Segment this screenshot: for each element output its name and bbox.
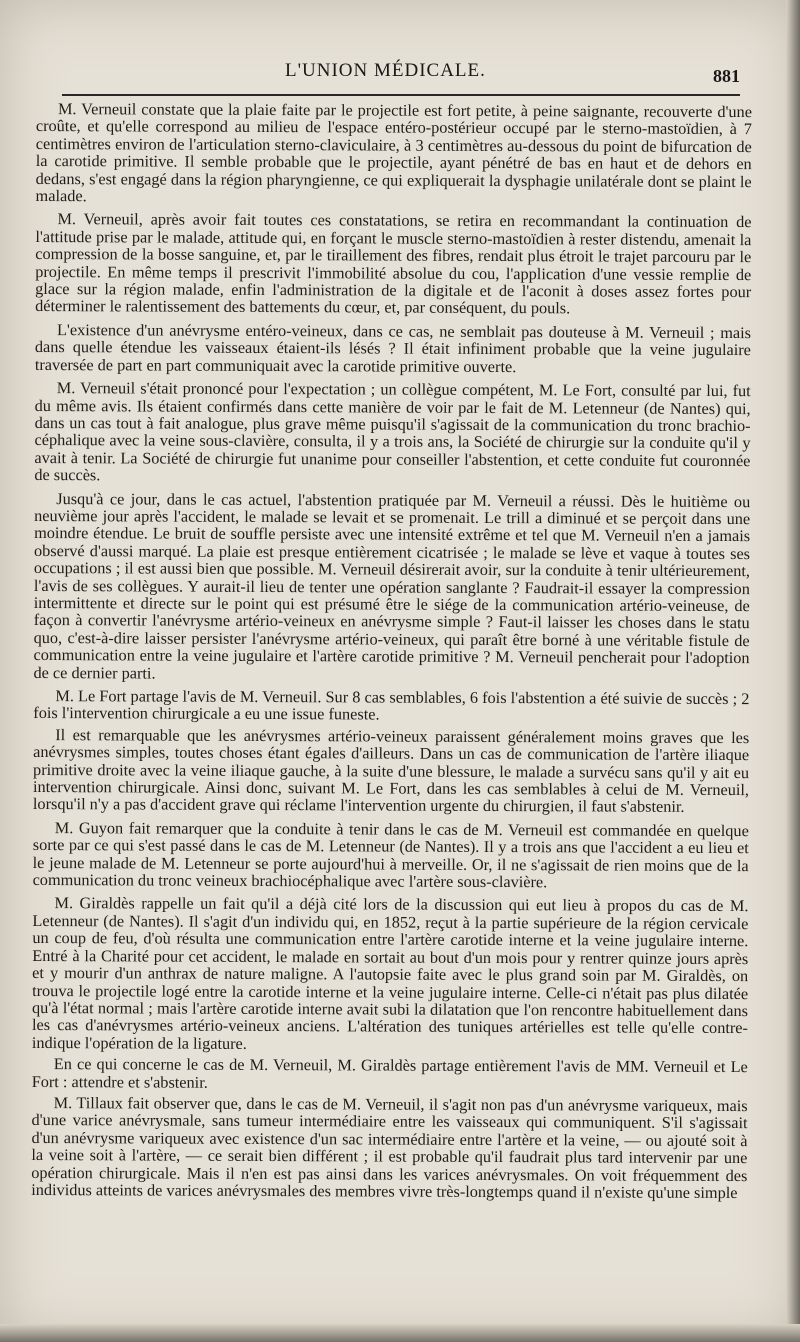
paragraph: L'existence d'un anévrysme entéro-veineux, dans ce cas, ne semblait pas douteuse à M. Verneuil ; mais dans quelle étendue les vaisseaux étaient-ils lésés ? Il était infiniment probable que la veine jugulaire traversée de part en part communiquait avec la carotide primitive ouverte. xyxy=(34,319,752,376)
paragraph: M. Verneuil constate que la plaie faite par le projectile est fort petite, à peine saignante, recouverte d'une croûte, et qu'elle correspond au milieu de l'espace entéro-postérieur occupé par le sterno-mastoïdien, à 7 centimètres environ de l'articulation sterno-claviculaire, à 3 centimètres au-dessous du point de bifurcation de la carotide primitive. Il semble probable que le projectile, ayant pénétré de bas en haut et de dehors en dedans, s'est engagé dans la région pharyngienne, ce qui expliquerait la dysphagie unilatérale dont se plaint le malade. xyxy=(35,99,752,206)
paragraph: En ce qui concerne le cas de M. Verneuil, M. Giraldès partage entièrement l'avis de MM. Verneuil et Le Fort : attendre et s'abstenir. xyxy=(31,1054,748,1092)
article-body xyxy=(31,100,752,1207)
paragraph: M. Giraldès rappelle un fait qu'il a déjà cité lors de la discussion qui eut lieu à propos du cas de M. Letenneur (de Nantes). Il s'agit d'un individu qui, en 1852, reçut à la partie supérieure de la région cervicale un coup de feu, d'où résulta une communication entre l'artère carotide interne et la veine jugulaire interne. Entré à la Charité pour cet accident, le malade en sortait au bout d'un mois pour y rentrer quinze jours après et y mourir d'un anthrax de nature maligne. A l'autopsie faite avec le plus grand soin par M. Giraldès, on trouva le projectile logé entre la carotide interne et la veine jugulaire interne. Celle-ci n'était pas plus dilatée qu'à l'état normal ; mais l'artère carotide interne avait subi la dilatation que l'on rencontre habituellement dans les cas d'anévrysmes artério-veineux anciens. L'altération des tuniques artérielles est telle qu'elle contre-indique l'opération de la ligature. xyxy=(31,893,749,1053)
paragraph: M. Verneuil s'était prononcé pour l'expectation ; un collègue compétent, M. Le Fort, consulté par lui, fut du même avis. Ils étaient confirmés dans cette manière de voir par le fait de M. Letenneur (de Nantes) qui, dans un cas tout à fait analogue, plus grave même puisqu'il s'agissait de la communication du tronc brachio-céphalique avec la veine sous-clavière, consulta, il y a trois ans, la Société de chirurgie sur la conduite qu'il y avait à tenir. La Société de chirurgie fut unanime pour conseiller l'abstention, et cette conduite fut couronnée de succès. xyxy=(34,378,751,485)
page-edge-shadow xyxy=(786,0,800,1342)
paragraph: Jusqu'à ce jour, dans le cas actuel, l'abstention pratiquée par M. Verneuil a réussi. Dès le huitième ou neuvième jour après l'accident, le malade se levait et se promenait. Le trill a diminué et se perçoit dans une moindre étendue. Le bruit de souffle persiste avec une intensité extrême et tel que M. Verneuil n'en a jamais observé d'aussi marqué. La plaie est presque entièrement cicatrisée ; le malade se lève et vaque à toutes ses occupations ; il est aussi bien que possible. M. Verneuil désirerait avoir, sur la conduite à tenir ultérieurement, l'avis de ses collègues. Y aurait-il lieu de tenter une opération sanglante ? Faudrait-il essayer la compression intermittente et directe sur le point qui est présumé être le siége de la communication artério-veineuse, de façon à convertir l'anévrysme artério-veineux en anévrysme simple ? Faut-il laisser les choses dans le statu quo, c'est-à-dire laisser persister l'anévrysme artério-veineux, qui paraît être borné à une véritable fistule de communication entre la veine jugulaire et l'artère carotide primitive ? M. Verneuil pencherait pour l'adoption de ce dernier parti. xyxy=(33,488,751,683)
paragraph: M. Guyon fait remarquer que la conduite à tenir dans le cas de M. Verneuil est commandée en quelque sorte par ce qui s'est passé dans le cas de M. Letenneur (de Nantes). Il y a trois ans que l'accident a eu lieu et le jeune malade de M. Letenneur se porte aujourd'hui à merveille. Or, il ne s'agissait de rien moins que de la communication du tronc veineux brachiocéphalique avec l'artère sous-clavière. xyxy=(32,817,749,892)
paragraph: M. Tillaux fait observer que, dans le cas de M. Verneuil, il s'agit non pas d'un anévrysme variqueux, mais d'une varice anévrysmale, sans tumeur intermédiaire entre les vaisseaux qui communiquent. S'il s'agissait d'un anévrysme variqueux avec existence d'un sac intermédiaire entre l'artère et la veine, — ou ajouté soit à la veine soit à l'artère, — ce serait bien différent ; il est probable qu'il faudrait plus tard intervenir par une opération chirurgicale. Mais il n'en est pas ainsi dans les varices anévrysmales. On voit fréquemment des individus atteints de varices anévrysmales des membres vivre très-longtemps quand il n'existe qu'une simple xyxy=(31,1093,748,1203)
page-header xyxy=(40,58,740,92)
paragraph: M. Verneuil, après avoir fait toutes ces constatations, se retira en recommandant la continuation de l'attitude prise par le malade, attitude qui, en forçant le muscle sterno-mastoïdien à rester distendu, amenait la compression de la bosse sanguine, et, par le tiraillement des fibres, rendait plus étroit le trajet parcouru par le projectile. En même temps il prescrivit l'immobilité absolue du cou, l'application d'une vessie remplie de glace sur la région malade, enfin l'administration de la digitale et de l'aconit à doses assez fortes pour déterminer le ralentissement des battements du cœur, et, par conséquent, du pouls. xyxy=(35,209,752,318)
page-bottom-shadow xyxy=(0,1324,800,1342)
page-number: 881 xyxy=(713,66,740,86)
paragraph: Il est remarquable que les anévrysmes artério-veineux paraissent généralement moins graves que les anévrysmes simples, toutes choses étant égales d'ailleurs. Dans un cas de communication de l'artère iliaque primitive droite avec la veine iliaque gauche, à la suite d'une blessure, le malade a survécu sans qu'il y ait eu intervention chirurgicale. Ainsi donc, suivant M. Le Fort, dans les cas semblables à celui de M. Verneuil, lorsqu'il n'y a pas d'accident grave qui réclame l'intervention urgente du chirurgien, il faut s'abstenir. xyxy=(32,724,750,817)
running-title: L'UNION MÉDICALE. xyxy=(285,60,486,81)
header-rule xyxy=(62,94,740,96)
paragraph: M. Le Fort partage l'avis de M. Verneuil. Sur 8 cas semblables, 6 fois l'abstention a été suivie de succès ; 2 fois l'intervention chirurgicale a eu une issue funeste. xyxy=(33,686,750,724)
